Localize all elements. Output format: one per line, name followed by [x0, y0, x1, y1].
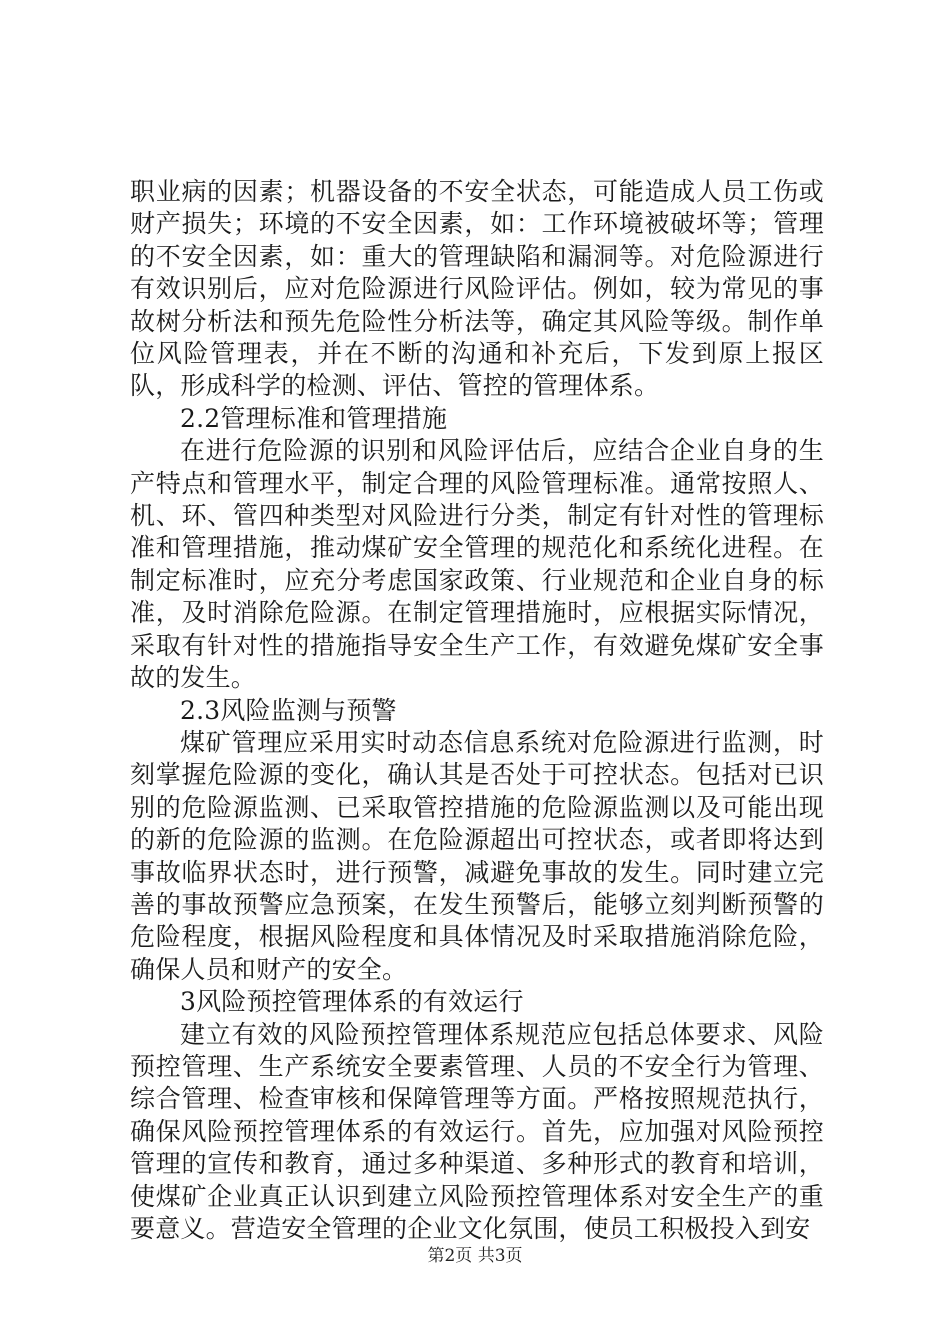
document-body — [130, 176, 824, 1245]
section-heading-3: 3风险预控管理体系的有效运行 — [180, 987, 524, 1017]
paragraph-system-operation: 建立有效的风险预控管理体系规范应包括总体要求、风险预控管理、生产系统安全要素管理、人员的不安全行为管理、综合管理、检查审核和保障管理等方面。严格按照规范执行，确保风险预控管理体系的有效运行。首先，应加强对风险预控管理的宣传和教育，通过多种渠道、多种形式的教育和培训，使煤矿企业真正认识到建立风险预控管理体系对安全生产的重要意义。营造安全管理的企业文化氛围，使员工积极投入到安 — [130, 1019, 824, 1243]
paragraph-management-standards: 在进行危险源的识别和风险评估后，应结合企业自身的生产特点和管理水平，制定合理的风险管理标准。通常按照人、机、环、管四种类型对风险进行分类，制定有针对性的管理标准和管理措施，推动煤矿安全管理的规范化和系统化进程。在制定标准时，应充分考虑国家政策、行业规范和企业自身的标准，及时消除危险源。在制定管理措施时，应根据实际情况，采取有针对性的措施指导安全生产工作，有效避免煤矿安全事故的发生。 — [130, 436, 824, 693]
paragraph-risk-monitoring: 煤矿管理应采用实时动态信息系统对危险源进行监测，时刻掌握危险源的变化，确认其是否处于可控状态。包括对已识别的危险源监测、已采取管控措施的危险源监测以及可能出现的新的危险源的监测。在危险源超出可控状态，或者即将达到事故临界状态时，进行预警，减避免事故的发生。同时建立完善的事故预警应急预案，在发生预警后，能够立刻判断预警的危险程度，根据风险程度和具体情况及时采取措施消除危险，确保人员和财产的安全。 — [130, 727, 824, 984]
section-heading-2-3: 2.3风险监测与预警 — [180, 695, 397, 725]
paragraph-hazard-factors: 职业病的因素；机器设备的不安全状态，可能造成人员工伤或财产损失；环境的不安全因素，如：工作环境被破坏等；管理的不安全因素，如：重大的管理缺陷和漏洞等。对危险源进行有效识别后，应对危险源进行风险评估。例如，较为常见的事故树分析法和预先危险性分析法等，确定其风险等级。制作单位风险管理表，并在不断的沟通和补充后，下发到原上报区队，形成科学的检测、评估、管控的管理体系。 — [130, 177, 824, 401]
page-number-footer: 第2页 共3页 — [427, 1246, 523, 1266]
section-heading-2-2: 2.2管理标准和管理措施 — [180, 403, 448, 433]
